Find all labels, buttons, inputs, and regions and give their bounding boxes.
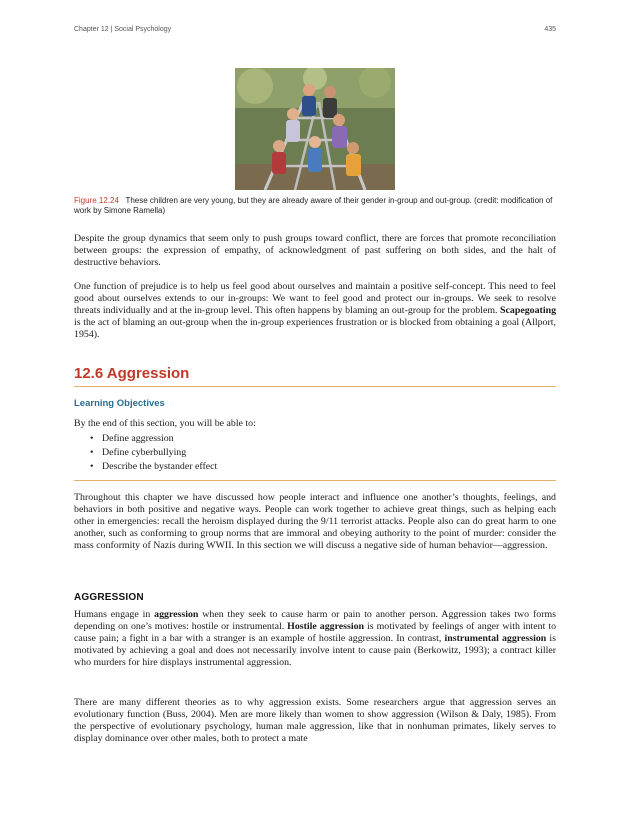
paragraph-aggression-text-1: Humans engage in: [74, 609, 151, 620]
term-hostile-aggression: Hostile aggression: [287, 621, 365, 632]
learning-objectives-rule: [74, 480, 556, 481]
term-instrumental-aggression: instrumental aggression: [444, 633, 547, 644]
paragraph-intro-aggression: Throughout this chapter we have discussed how people interact and influence one another’s thoughts, feelings, and behaviors in both positive and negative ways. People can work together to achieve great things, such as helping each other in emergencies: recall the heroism displayed during the 9/11 terrorist attacks. People also can do great harm to one another, such as conforming to group norms that are immoral and obeying authority to the point of murder: consider the mass conformity of Nazis during WWII. In this section we will discuss a negative side of human behavior—aggression.: [74, 492, 556, 551]
paragraph-aggression-text-4: is motivated by achieving a goal and does not necessarily involve intent to cause pain (Berkowitz, 1993); a contract killer who murders for hire displays instrumental aggression.: [74, 633, 556, 668]
paragraph-scapegoating: [74, 281, 556, 341]
paragraph-scapegoating-text-1: One function of prejudice is to help us feel good about ourselves and maintain a positive self-concept. This need to feel good about ourselves extends to our in-groups: We want to feel good and protect our in-groups. We seek to resolve threats individually and at the in-group level. This often happens by blaming an out-group for the problem.: [74, 281, 556, 316]
paragraph-reconciliation: Despite the group dynamics that seem only to push groups toward conflict, there are forces that promote reconciliation between groups: the expression of empathy, of acknowledgment of past suffering on both sides, and the halt of destructive behaviors.: [74, 233, 556, 268]
page-number: 435: [544, 26, 556, 33]
figure-photo-children-playground: [235, 68, 395, 190]
section-title: 12.6 Aggression: [74, 365, 190, 382]
term-scapegoating: Scapegoating: [500, 305, 557, 316]
section-title-rule: [74, 386, 556, 387]
paragraph-aggression-definition: [74, 609, 556, 669]
learning-objectives-title: Learning Objectives: [74, 398, 165, 409]
figure-caption-text: These children are very young, but they are already aware of their gender in-group and out-group. (credit: modification of work by Simone Ramella): [74, 196, 553, 215]
figure-caption: [74, 196, 556, 216]
paragraph-scapegoating-text-2: is the act of blaming an out-group when the in-group experiences frustration or is blocked from obtaining a goal (Allport, 1954).: [74, 317, 556, 340]
paragraph-aggression-text-3: is motivated by feelings of anger with intent to cause pain; a fight in a bar with a stranger is an example of hostile aggression. In contrast,: [74, 621, 557, 644]
learning-objective-item: • Define cyberbullying: [90, 446, 217, 460]
subheading-aggression: AGGRESSION: [74, 592, 144, 603]
learning-objective-item: • Define aggression: [90, 432, 217, 446]
running-header: [74, 26, 556, 33]
chapter-title: Chapter 12 | Social Psychology: [74, 26, 172, 33]
figure-label: Figure 12.24: [74, 196, 119, 205]
term-aggression: aggression: [154, 609, 199, 620]
learning-objectives-list: [90, 432, 217, 474]
learning-objectives-intro: By the end of this section, you will be able to:: [74, 418, 256, 429]
learning-objective-item: • Describe the bystander effect: [90, 460, 217, 474]
paragraph-aggression-theories: There are many different theories as to why aggression exists. Some researchers argue that aggression serves an evolutionary function (Buss, 2004). Men are more likely than women to show aggression (Wilson & Daly, 1985). From the perspective of evolutionary psychology, human male aggression, like that in nonhuman primates, likely serves to display dominance over other males, both to protect a mate: [74, 697, 556, 744]
paragraph-aggression-text-2: when they seek to cause harm or pain to another person. Aggression takes two forms depending on one’s motives: hostile or instrumental.: [74, 609, 557, 632]
